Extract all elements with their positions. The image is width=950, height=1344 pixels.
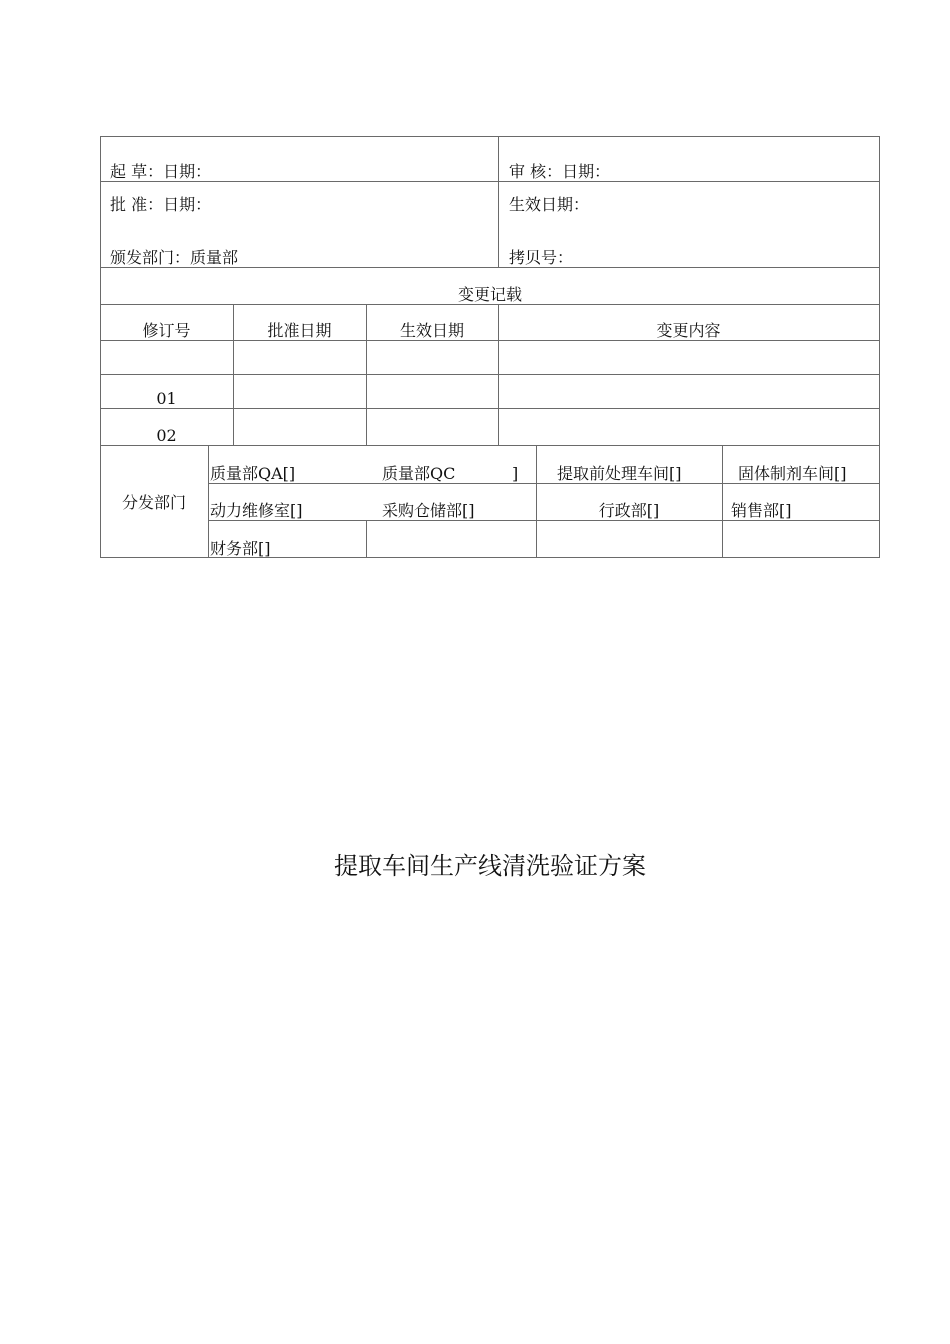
header-revision-no: 修订号 (142, 321, 191, 340)
table-row-2-revision: 01 (156, 389, 177, 408)
dept-qa: 质量部QA[] (210, 464, 296, 483)
dept-purchasing-storage: 采购仓储部[] (382, 501, 475, 520)
dept-administration: 行政部[] (598, 501, 660, 520)
dept-finance: 财务部[] (210, 539, 271, 558)
document-title: 提取车间生产线清洗验证方案 (334, 852, 646, 880)
dept-extraction-pretreatment: 提取前处理车间[] (557, 464, 682, 483)
dept-solid-dosage: 固体制剂车间[] (738, 464, 847, 483)
table-row-3-revision: 02 (156, 426, 177, 445)
change-record-title: 变更记载 (457, 285, 522, 304)
header-effective-date: 生效日期 (399, 321, 464, 340)
header-approve-date: 批准日期 (267, 321, 332, 340)
dept-qc: 质量部QC (382, 464, 456, 483)
approve-label: 批 准：日期： (110, 195, 212, 214)
distribution-label: 分发部门 (121, 493, 186, 512)
review-label: 审 核：日期： (509, 162, 611, 181)
copy-no-label: 拷贝号： (509, 248, 574, 267)
dept-sales: 销售部[] (731, 501, 792, 520)
effective-date-label: 生效日期： (509, 195, 590, 214)
issuing-dept-label: 颁发部门：质量部 (110, 248, 239, 267)
dept-power-maintenance: 动力维修室[] (210, 501, 303, 520)
draft-label: 起 草：日期： (110, 162, 212, 181)
dept-qc-bracket: ] (512, 464, 519, 483)
header-change-content: 变更内容 (656, 321, 721, 340)
